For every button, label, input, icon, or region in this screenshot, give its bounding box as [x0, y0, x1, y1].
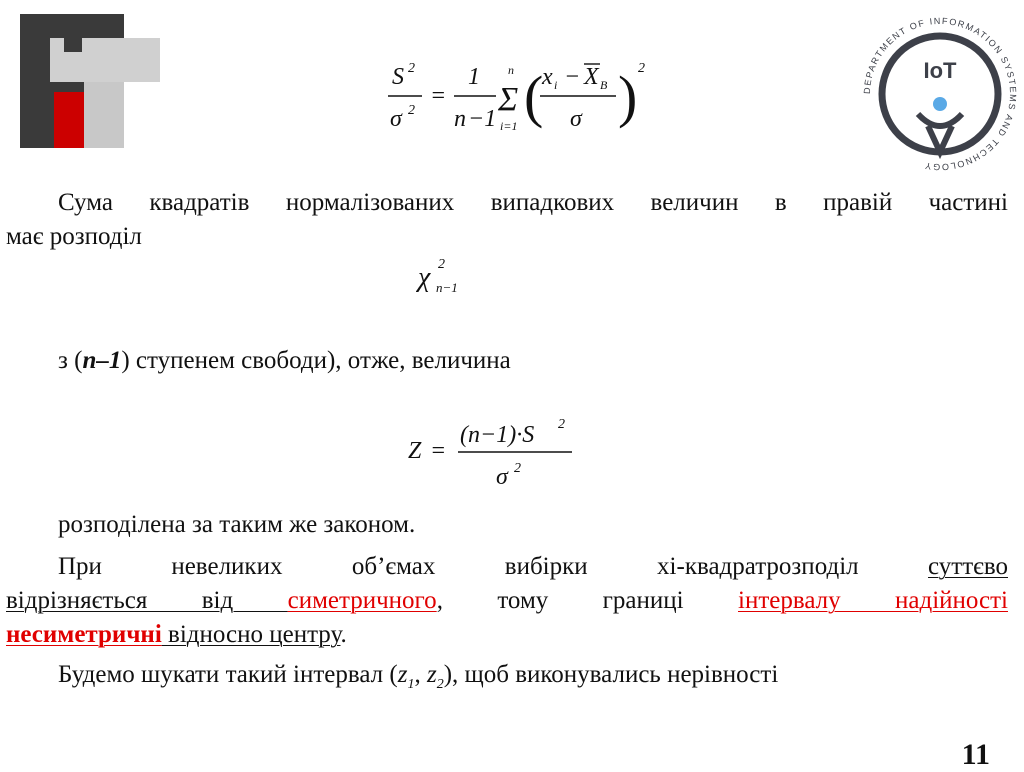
svg-text:=: =	[430, 83, 447, 109]
p2-n-minus-1: n–1	[82, 347, 122, 374]
paragraph-find-interval: Будемо шукати такий інтервал ($z_1$, $z_2$), щоб виконувались нерівності	[58, 661, 779, 692]
svg-text:n−1: n−1	[436, 280, 458, 295]
p4-asymmetric: несиметричні	[6, 621, 162, 648]
svg-text:1: 1	[468, 64, 480, 90]
svg-text:2: 2	[438, 257, 445, 272]
p4-emph-suttievo: суттєво	[928, 553, 1008, 580]
svg-text:Σ: Σ	[498, 81, 519, 118]
svg-text:B: B	[600, 78, 608, 92]
svg-text:2: 2	[514, 461, 521, 476]
department-logo-ft	[20, 14, 160, 148]
svg-text:σ: σ	[496, 464, 508, 490]
formula-z	[404, 412, 584, 492]
iot-department-logo	[858, 12, 1022, 176]
formula-variance-ratio	[380, 56, 680, 140]
iot-center-text: IoT	[923, 58, 957, 83]
svg-text:Z: Z	[408, 438, 422, 464]
svg-text:−1: −1	[468, 106, 497, 132]
svg-text:2: 2	[408, 103, 415, 118]
svg-text:(: (	[524, 64, 544, 129]
svg-text:χ: χ	[418, 262, 431, 293]
svg-text:(n−1)·S: (n−1)·S	[460, 422, 535, 448]
p4-symmetric: симетричного	[287, 587, 437, 614]
p2-suffix: ) ступенем свободи), отже, величина	[121, 347, 511, 374]
p1-line1: Сума квадратів нормалізованих випадкових величин в правій частині	[58, 189, 1008, 216]
paragraph-sum-of-squares	[6, 186, 1008, 220]
paragraph-same-law: розподілена за таким же законом.	[58, 511, 416, 538]
svg-text:σ: σ	[570, 106, 582, 132]
svg-text:2: 2	[558, 417, 565, 432]
p1-line2: має розподіл	[6, 223, 142, 250]
paragraph-degrees-of-freedom	[58, 344, 511, 378]
svg-text:2: 2	[638, 61, 645, 76]
svg-text:2: 2	[408, 61, 415, 76]
iot-ring-text: DEPARTMENT OF INFORMATION SYSTEMS AND TECHNOLOGY	[861, 15, 1019, 173]
svg-text:S: S	[392, 64, 404, 90]
svg-text:−: −	[564, 64, 581, 90]
svg-text:i: i	[554, 78, 558, 92]
svg-text:x: x	[542, 64, 553, 90]
page-number: 11	[961, 738, 990, 771]
svg-text:): )	[618, 64, 638, 129]
p2-prefix: з (	[58, 347, 83, 374]
formula-chi-square	[416, 252, 480, 298]
svg-text:X: X	[584, 64, 599, 90]
p4-line1: При невеликих об’ємах вибірки хі-квадратрозподіл суттєво	[58, 553, 1008, 580]
p4-line3: несиметричні відносно центру.	[6, 621, 347, 648]
svg-text:n: n	[454, 106, 466, 132]
svg-text:n: n	[508, 63, 514, 77]
svg-text:i=1: i=1	[500, 119, 518, 133]
svg-text:=: =	[430, 438, 447, 464]
p4-confidence-interval: інтервалу надійності	[738, 587, 1008, 614]
svg-text:σ: σ	[390, 106, 402, 132]
p4-line2: відрізняється від симетричного, тому границі інтервалу надійності	[6, 587, 1008, 614]
